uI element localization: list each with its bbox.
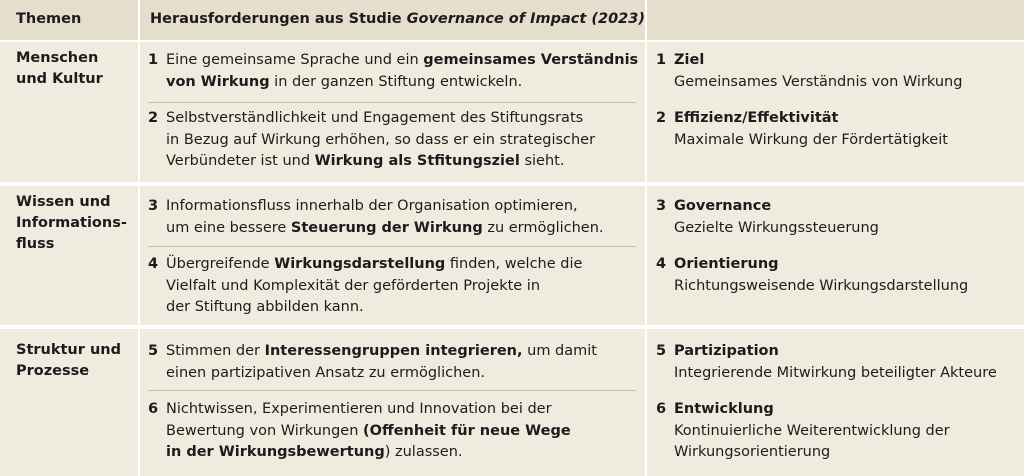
goal-description: Gemeinsames Verständnis von Wirkung (674, 73, 963, 90)
goal-title: Partizipation (674, 343, 779, 359)
emphasis-text: (Offenheit für neue Wege (363, 422, 571, 439)
challenge-line (166, 363, 485, 385)
text-segment: Selbstverständlichkeit und Engagement des Stiftungsrats (166, 110, 584, 126)
emphasis-text: in der Wirkungsbewertung (166, 444, 385, 460)
challenge-line (166, 130, 595, 152)
text-segment: Stimmen der (166, 343, 265, 359)
challenge-line (166, 196, 578, 218)
item-number: 1 (148, 52, 159, 68)
challenge-line (166, 151, 564, 173)
goal-number: 2 (656, 110, 667, 126)
text-segment: um eine bessere (166, 219, 291, 236)
text-segment: in der ganzen Stiftung entwickeln. (269, 73, 523, 90)
text-segment: Übergreifende (166, 256, 275, 272)
row-separator (0, 182, 1024, 186)
row-separator (0, 325, 1024, 329)
challenge-item (148, 254, 638, 319)
text-segment: sieht. (519, 153, 565, 169)
theme-label: Wissen und Informations- fluss (16, 194, 127, 252)
text-segment: ) zulassen. (384, 444, 463, 460)
goal-title: Effizienz/Effektivität (674, 110, 839, 126)
goal-title: Orientierung (674, 256, 779, 272)
text-segment: zu ermöglichen. (482, 219, 604, 236)
challenge-line (166, 50, 638, 72)
item-divider (148, 102, 636, 103)
text-segment: finden, welche die (445, 256, 583, 272)
item-number: 4 (148, 256, 159, 272)
goal-title: Entwicklung (674, 401, 774, 417)
goal-description: Maximale Wirkung der Fördertätigkeit (674, 131, 948, 148)
challenge-line (166, 218, 604, 240)
challenge-item (148, 399, 638, 464)
challenge-line (166, 341, 597, 363)
text-segment: einen partizipativen Ansatz zu ermöglichen. (166, 364, 485, 381)
goal-description: Richtungsweisende Wirkungsdarstellung (674, 277, 969, 294)
emphasis-text: Wirkung als Stfitungsziel (314, 153, 520, 169)
challenge-line (166, 297, 364, 319)
item-number: 6 (148, 401, 159, 417)
goal-description: Gezielte Wirkungssteuerung (674, 219, 879, 236)
goal-description: Wirkungsorientierung (674, 444, 831, 460)
text-segment: Verbündeter ist und (166, 153, 315, 169)
header-challenges-prefix: Herausforderungen aus Studie (150, 11, 407, 27)
challenge-line (166, 276, 540, 298)
text-segment: Nichtwissen, Experimentieren und Innovation bei der (166, 401, 552, 417)
theme-label: Struktur und Prozesse (16, 342, 121, 379)
header-challenges (150, 11, 645, 27)
emphasis-text: von Wirkung (166, 73, 270, 90)
goal-number: 4 (656, 256, 667, 272)
challenge-item (148, 108, 638, 173)
text-segment: Informationsfluss innerhalb der Organisation optimieren, (166, 198, 578, 214)
goal-number: 6 (656, 401, 667, 417)
text-segment: der Stiftung abbilden kann. (166, 299, 364, 315)
challenge-line (166, 399, 552, 421)
text-segment: Vielfalt und Komplexität der geförderten Projekte in (166, 277, 541, 294)
item-number: 3 (148, 198, 159, 214)
challenge-line (166, 421, 571, 443)
emphasis-text: Wirkungsdarstellung (274, 256, 446, 272)
item-number: 5 (148, 343, 159, 359)
header-goals-cell (647, 0, 1024, 40)
text-segment: Bewertung von Wirkungen (166, 422, 364, 439)
emphasis-text: gemeinsames Verständnis (423, 52, 639, 68)
theme-label: Menschen und Kultur (16, 50, 103, 87)
challenge-line (166, 72, 522, 94)
header-themes: Themen (16, 11, 82, 27)
text-segment: um damit (522, 343, 597, 359)
emphasis-text: Steuerung der Wirkung (290, 219, 483, 236)
goal-title: Ziel (674, 52, 705, 68)
header-study-title: Governance of Impact (2023) (406, 11, 645, 27)
goal-title: Governance (674, 198, 772, 214)
challenge-item (148, 50, 638, 93)
challenge-line (166, 108, 583, 130)
text-segment: Eine gemeinsame Sprache und ein (166, 52, 424, 68)
emphasis-text: Interessengruppen integrieren, (264, 343, 523, 359)
goal-number: 1 (656, 52, 667, 68)
item-divider (148, 246, 636, 247)
goal-number: 5 (656, 343, 667, 359)
row-separator (0, 40, 1024, 42)
text-segment: in Bezug auf Wirkung erhöhen, so dass er ein strategischer (166, 131, 596, 148)
goal-description: Kontinuierliche Weiterentwicklung der (674, 422, 950, 439)
challenge-line (166, 442, 463, 464)
goal-description: Integrierende Mitwirkung beteiligter Akteure (674, 364, 997, 381)
challenge-item (148, 341, 638, 384)
item-number: 2 (148, 110, 159, 126)
item-divider (148, 390, 636, 391)
challenge-line (166, 254, 582, 276)
goal-number: 3 (656, 198, 667, 214)
challenge-item (148, 196, 638, 239)
